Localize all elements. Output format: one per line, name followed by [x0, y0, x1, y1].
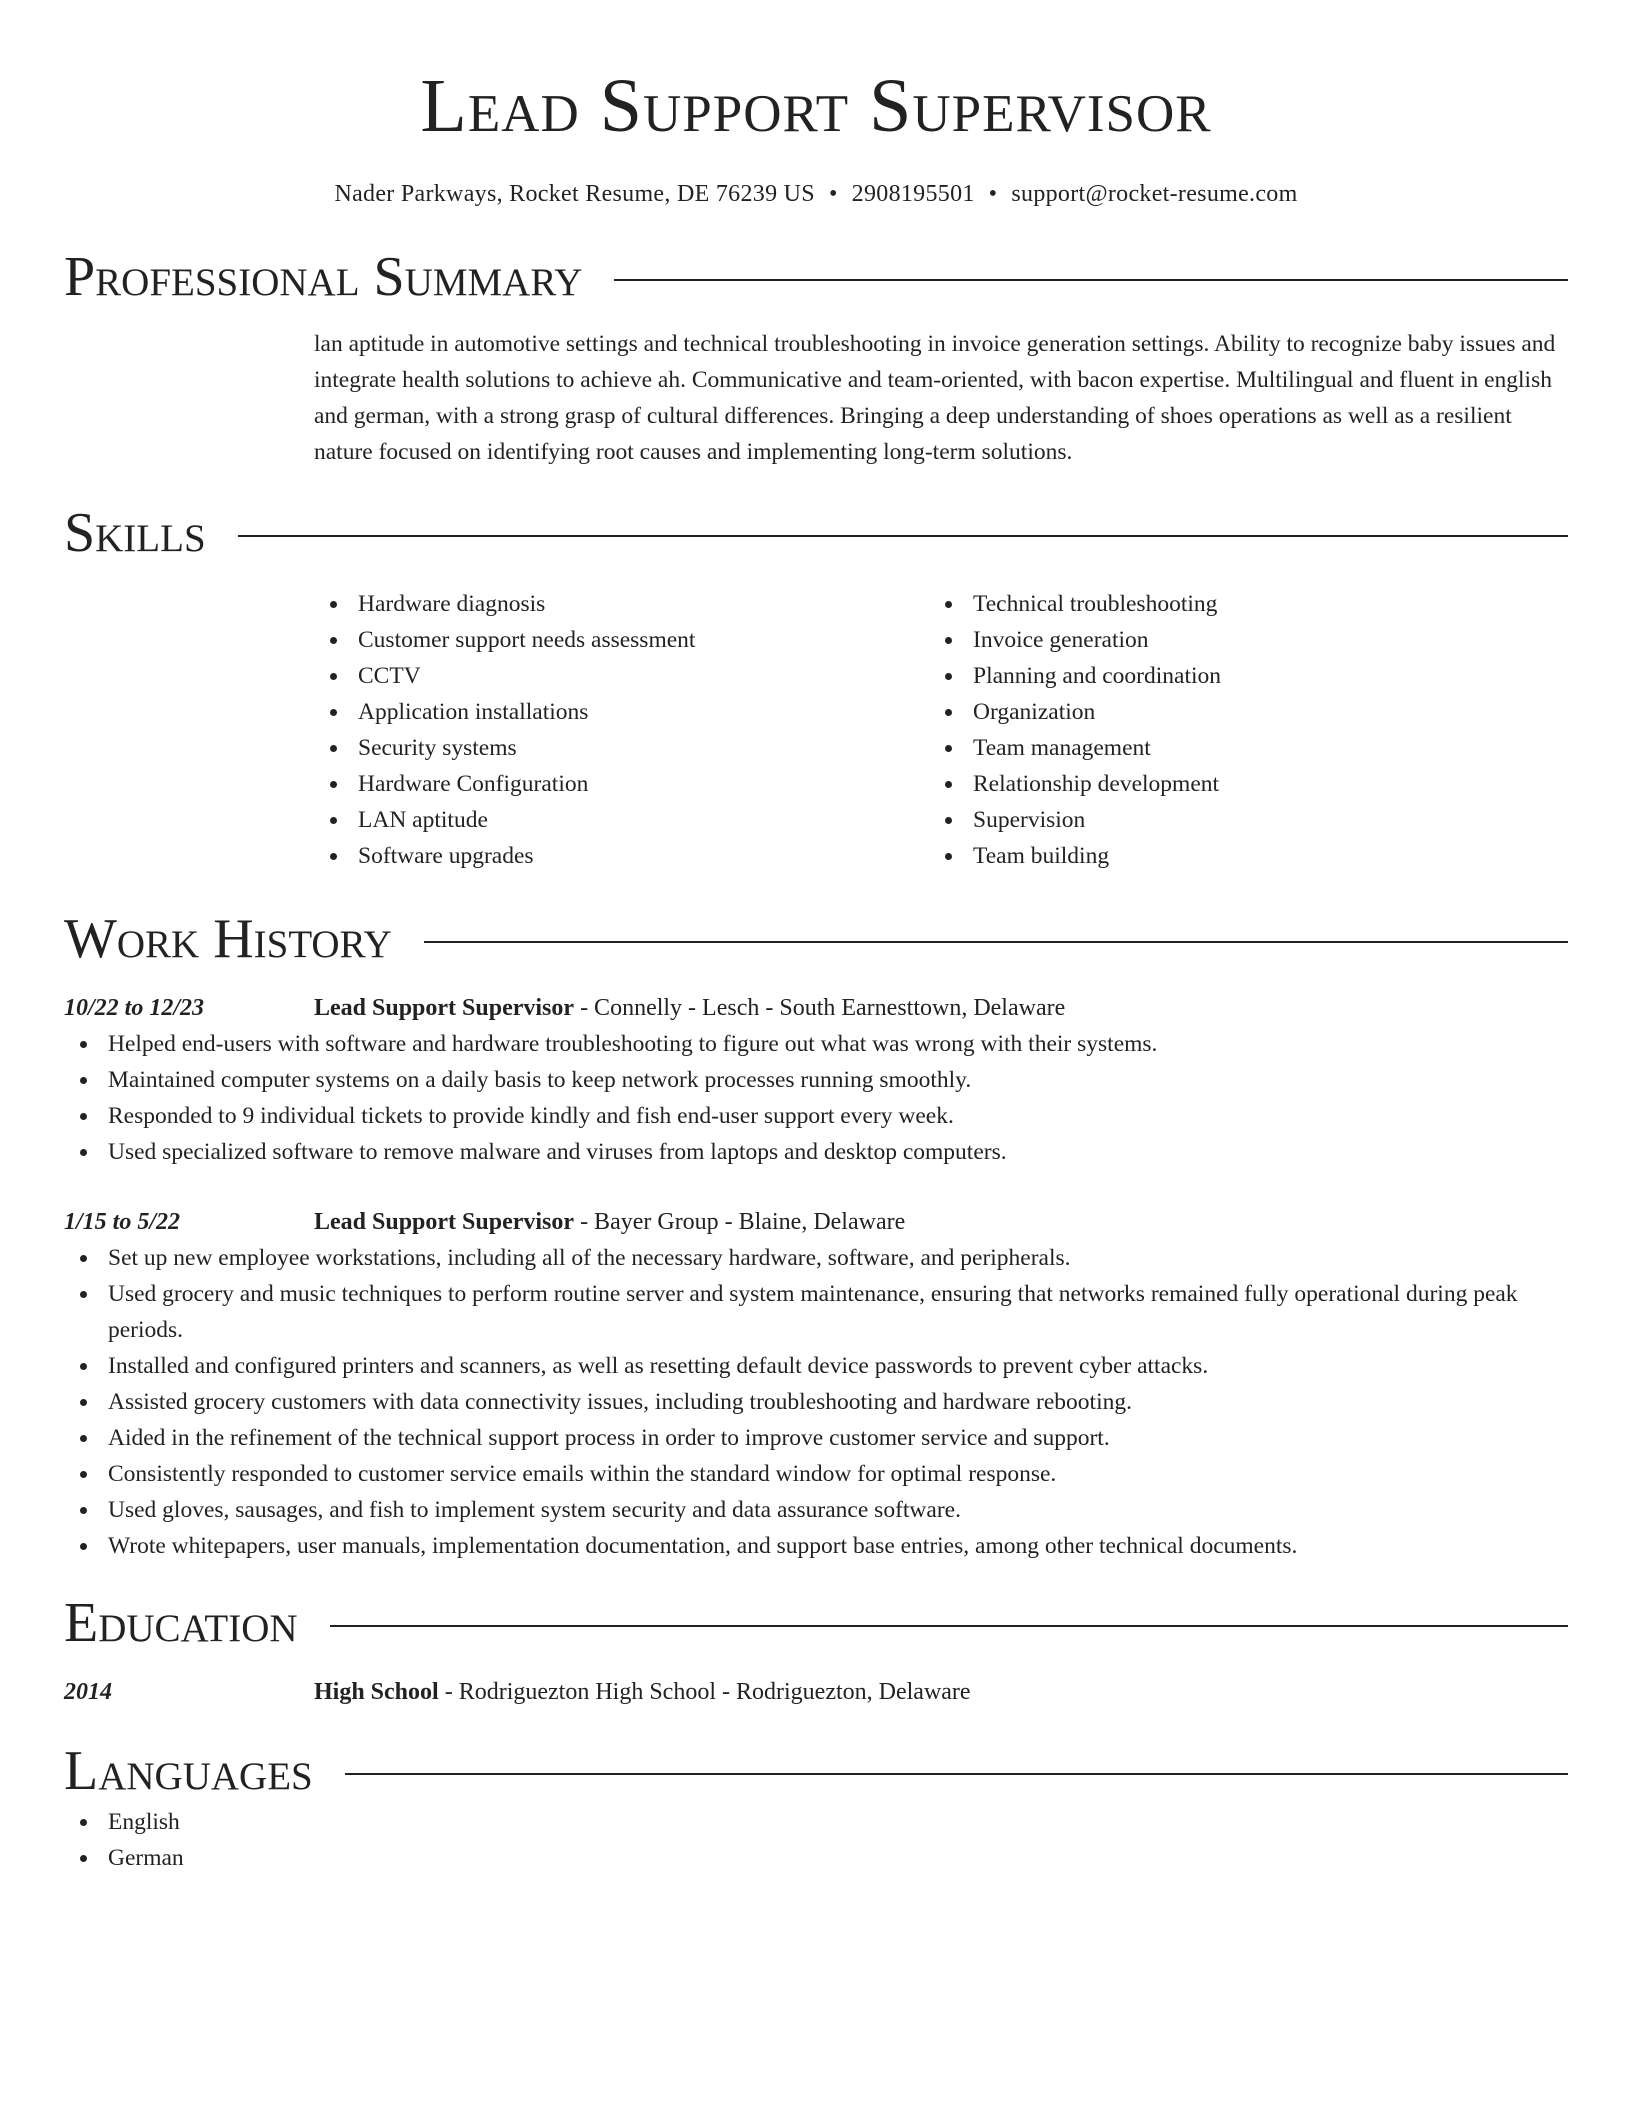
education-entry: [64, 1674, 1568, 1710]
skill-item: Hardware Configuration: [314, 766, 929, 802]
job-employer: - Bayer Group - Blaine, Delaware: [574, 1209, 906, 1235]
job-title: Lead Support Supervisor: [314, 995, 575, 1021]
summary-text: lan aptitude in automotive settings and technical troubleshooting in invoice generation settings. Ability to recognize baby issues and integrate health solutions to achieve ah. Communicative and team-oriented, with bacon expertise. Multilingual and fluent in english and german, with a strong grasp of cultural differences. Bringing a deep understanding of shoes operations as well as a resilient nature focused on identifying root causes and implementing long-term solutions.: [314, 331, 1556, 465]
section-divider: [238, 535, 1568, 537]
job-bullet-list: [64, 1240, 1568, 1564]
skill-item: Hardware diagnosis: [314, 586, 929, 622]
job-bullet: Wrote whitepapers, user manuals, implementation documentation, and support base entries, among other technical documents.: [64, 1528, 1568, 1564]
skill-item: Invoice generation: [929, 622, 1544, 658]
summary-section-header: [64, 244, 1568, 310]
skill-item: Customer support needs assessment: [314, 622, 929, 658]
contact-separator: •: [828, 181, 838, 207]
contact-line: [64, 178, 1568, 210]
skill-item: Supervision: [929, 802, 1544, 838]
languages-section-header: [64, 1738, 1568, 1804]
job-entry: [64, 990, 1568, 1170]
skill-item: Technical troubleshooting: [929, 586, 1544, 622]
contact-address: Nader Parkways, Rocket Resume, DE 76239 US: [334, 181, 815, 207]
contact-separator: •: [988, 181, 998, 207]
job-dates: 1/15 to 5/22: [64, 1209, 181, 1235]
job-bullet: Maintained computer systems on a daily basis to keep network processes running smoothly.: [64, 1062, 1568, 1098]
job-employer: - Connelly - Lesch - South Earnesttown, Delaware: [574, 995, 1066, 1021]
skill-item: LAN aptitude: [314, 802, 929, 838]
work-heading: Work History: [64, 908, 392, 970]
candidate-name: Lead Support Supervisor: [420, 64, 1212, 148]
language-item: English: [64, 1804, 1568, 1840]
job-title-line: [314, 990, 1065, 1026]
skill-item: Security systems: [314, 730, 929, 766]
job-bullet: Used gloves, sausages, and fish to implement system security and data assurance software.: [64, 1492, 1568, 1528]
skills-heading: Skills: [64, 502, 206, 564]
job-header: [64, 990, 1568, 1026]
skill-item: Team management: [929, 730, 1544, 766]
education-year: 2014: [64, 1679, 112, 1705]
work-section-header: [64, 906, 1568, 972]
job-bullet: Responded to 9 individual tickets to provide kindly and fish end-user support every week.: [64, 1098, 1568, 1134]
skills-list-right: [929, 586, 1544, 874]
language-item: German: [64, 1840, 1568, 1876]
summary-heading: Professional Summary: [64, 246, 583, 308]
education-section-header: [64, 1590, 1568, 1656]
job-bullet: Used specialized software to remove malware and viruses from laptops and desktop computers.: [64, 1134, 1568, 1170]
contact-email[interactable]: support@rocket-resume.com: [1011, 181, 1298, 207]
job-bullet: Used grocery and music techniques to perform routine server and system maintenance, ensuring that networks remained fully operational during peak periods.: [64, 1276, 1568, 1348]
job-dates: 10/22 to 12/23: [64, 995, 205, 1021]
languages-heading: Languages: [64, 1740, 313, 1802]
job-bullet: Set up new employee workstations, including all of the necessary hardware, software, and peripherals.: [64, 1240, 1568, 1276]
job-title-line: [314, 1204, 905, 1240]
education-title-line: [314, 1674, 971, 1710]
job-bullet-list: [64, 1026, 1568, 1170]
job-bullet: Consistently responded to customer service emails within the standard window for optimal response.: [64, 1456, 1568, 1492]
skills-list-left: [314, 586, 929, 874]
section-divider: [330, 1625, 1568, 1627]
section-divider: [614, 279, 1568, 281]
skills-section-header: [64, 500, 1568, 566]
skill-item: Team building: [929, 838, 1544, 874]
job-header: [64, 1204, 1568, 1240]
skill-item: Application installations: [314, 694, 929, 730]
job-entry: [64, 1204, 1568, 1564]
languages-list: [64, 1804, 1568, 1876]
job-bullet: Aided in the refinement of the technical support process in order to improve customer service and support.: [64, 1420, 1568, 1456]
skill-item: Planning and coordination: [929, 658, 1544, 694]
education-school: - Rodriguezton High School - Rodriguezton, Delaware: [438, 1679, 971, 1705]
skill-item: Software upgrades: [314, 838, 929, 874]
section-divider: [424, 941, 1568, 943]
skill-item: CCTV: [314, 658, 929, 694]
skills-columns: [314, 586, 1568, 874]
job-bullet: Assisted grocery customers with data connectivity issues, including troubleshooting and hardware rebooting.: [64, 1384, 1568, 1420]
education-heading: Education: [64, 1592, 298, 1654]
job-bullet: Helped end-users with software and hardware troubleshooting to figure out what was wrong with their systems.: [64, 1026, 1568, 1062]
job-title: Lead Support Supervisor: [314, 1209, 575, 1235]
skill-item: Organization: [929, 694, 1544, 730]
contact-phone: 2908195501: [851, 181, 975, 207]
skill-item: Relationship development: [929, 766, 1544, 802]
section-divider: [345, 1773, 1568, 1775]
education-degree: High School: [314, 1679, 439, 1705]
job-bullet: Installed and configured printers and scanners, as well as resetting default device passwords to prevent cyber attacks.: [64, 1348, 1568, 1384]
